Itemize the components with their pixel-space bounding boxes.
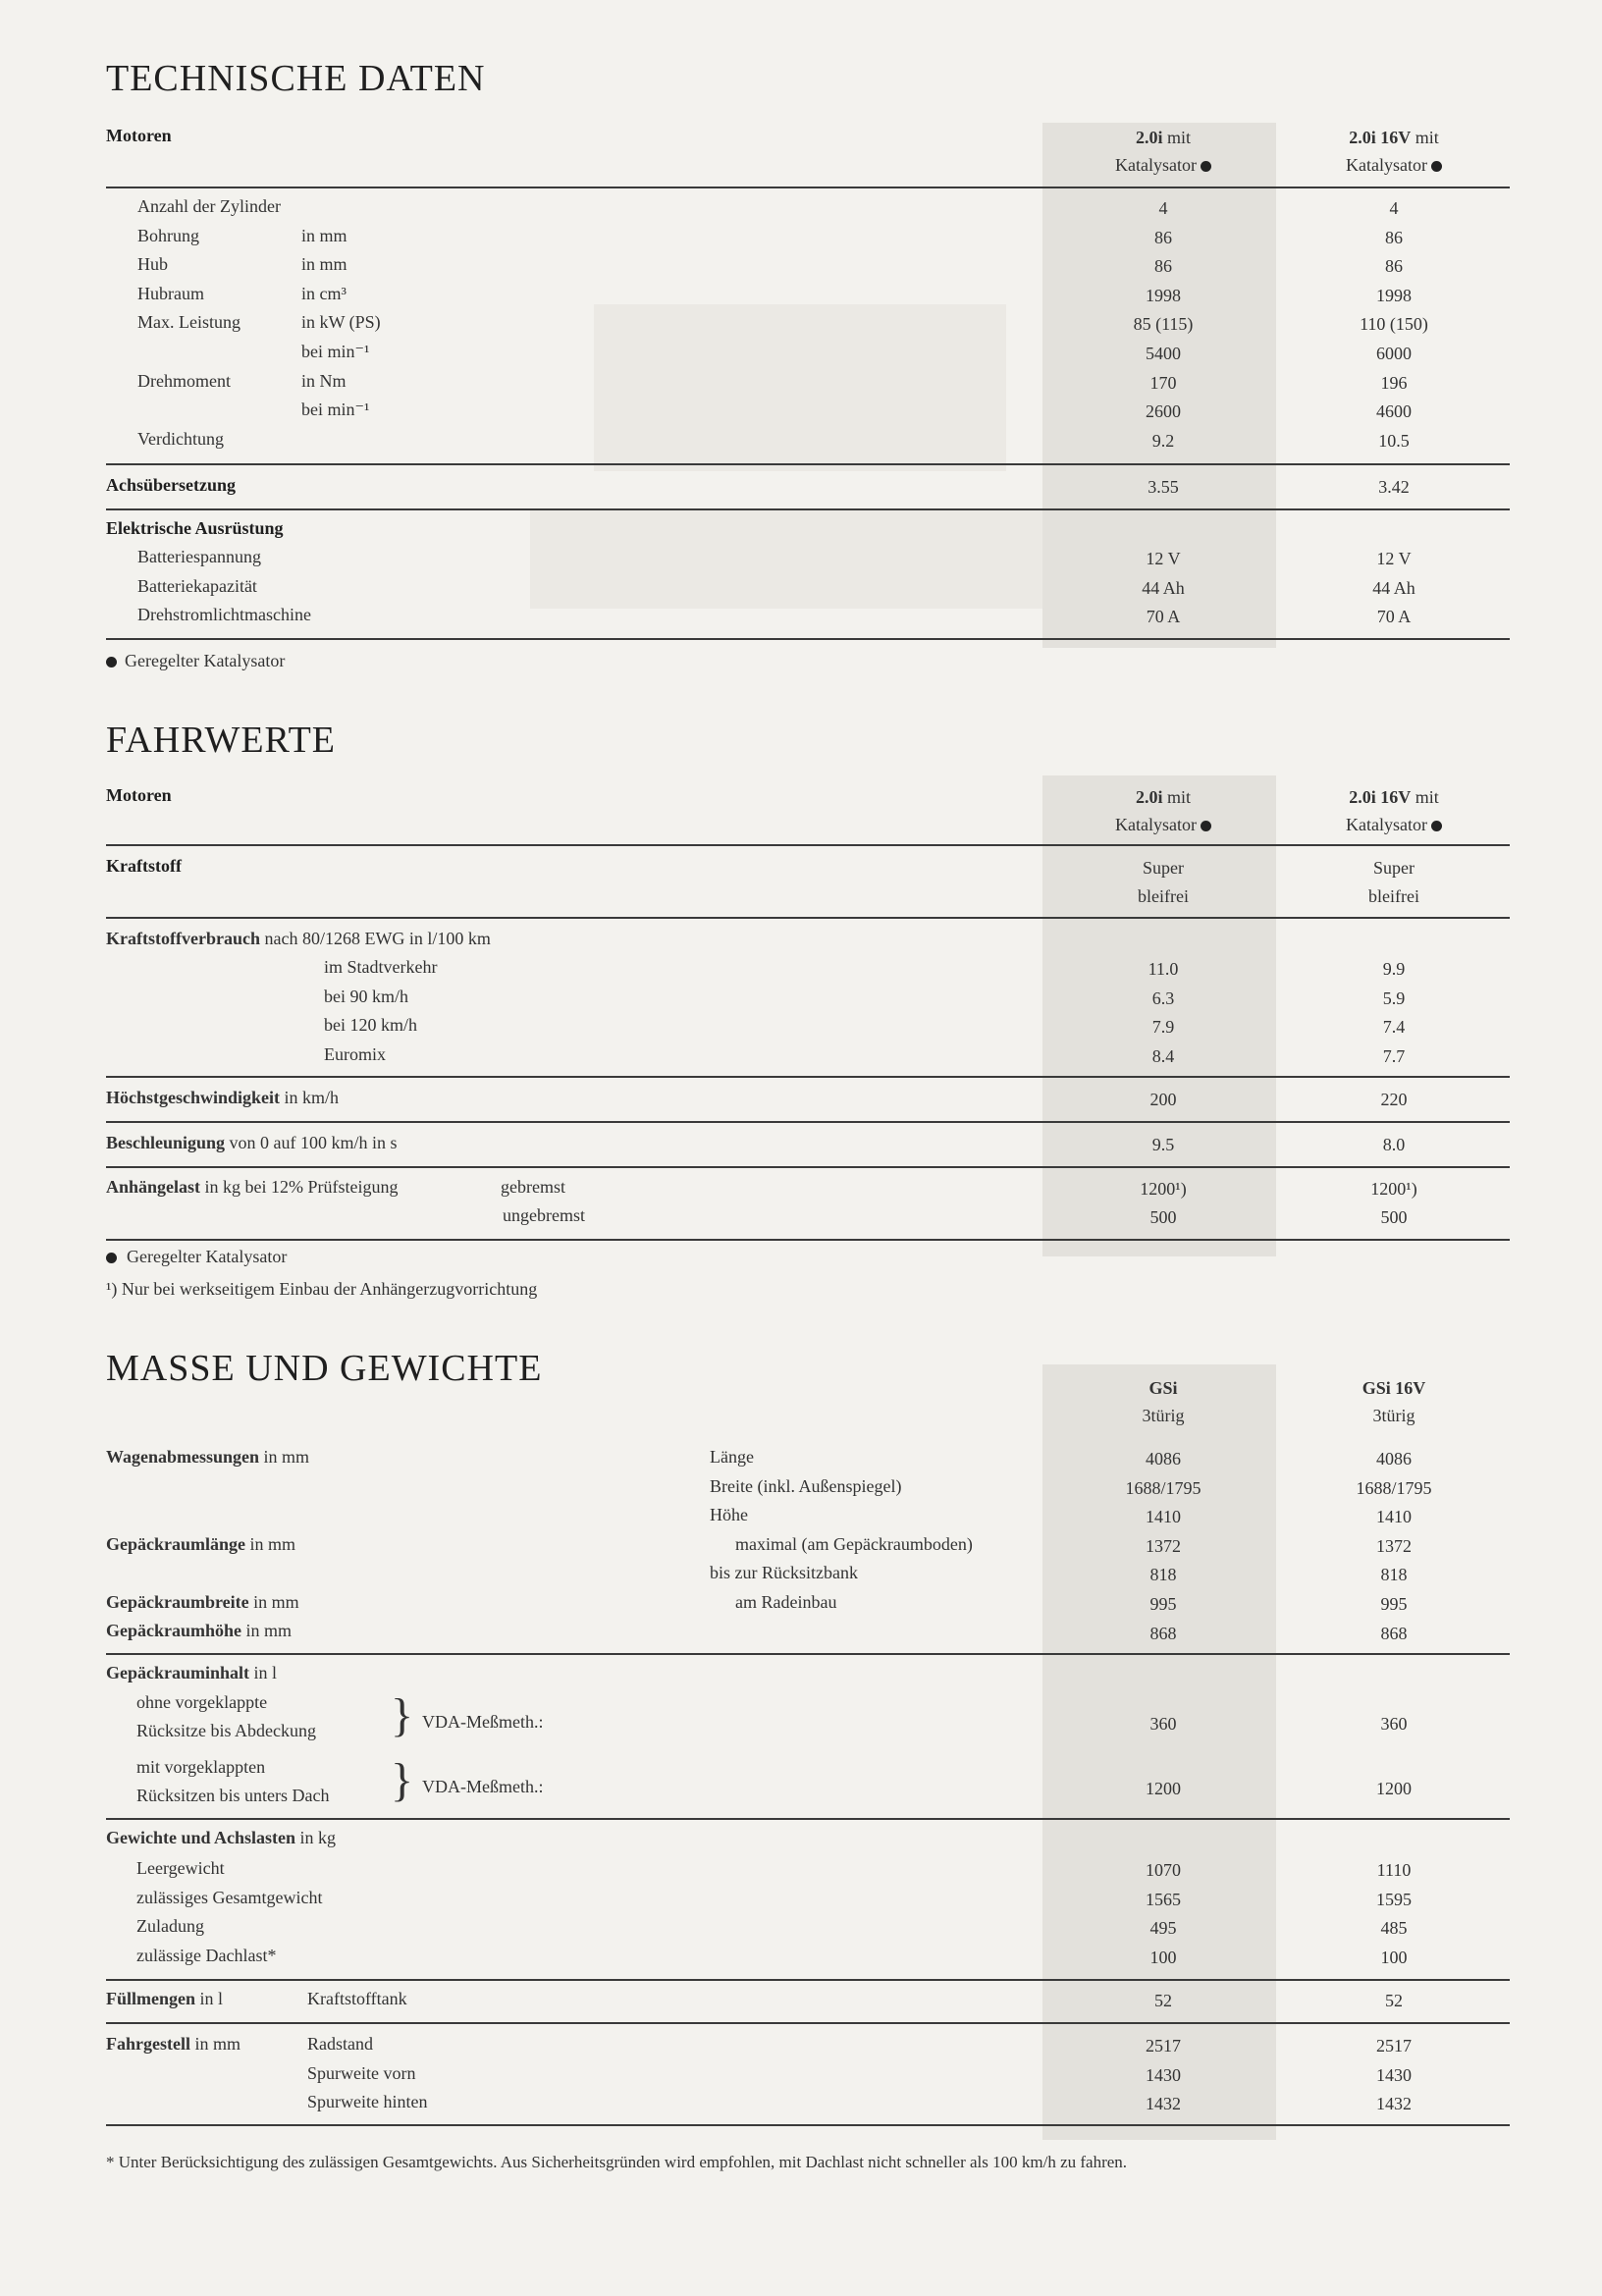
dim-row-v2: 4086 xyxy=(1376,1449,1412,1468)
beschl-heading xyxy=(106,1133,398,1153)
td-row-unit: in kW (PS) xyxy=(301,312,381,333)
el-row-label: Drehstromlichtmaschine xyxy=(137,605,311,625)
dim-row-v1: 818 xyxy=(1149,1565,1177,1585)
dim-row-v2: 818 xyxy=(1380,1565,1408,1585)
vb-row-v1: 8.4 xyxy=(1151,1045,1175,1066)
gepaeck-hoehe-heading xyxy=(106,1621,292,1641)
wagen-label: Wagenabmessungen xyxy=(106,1447,260,1467)
dim-row-v2: 868 xyxy=(1380,1623,1408,1643)
col1-line2: Katalysator xyxy=(1115,155,1197,175)
fw-col2-name: 2.0i 16V xyxy=(1349,787,1412,807)
gw-row-label: zulässige Dachlast* xyxy=(136,1945,277,1965)
td-row-v1: 1998 xyxy=(1146,285,1181,305)
td-row-v1: 4 xyxy=(1158,198,1168,218)
vb-row-label: bei 120 km/h xyxy=(324,1015,417,1035)
el-row-label: Batteriekapazität xyxy=(137,575,257,596)
td-row-label: Hub xyxy=(137,254,168,275)
td-row-unit: in cm³ xyxy=(301,283,347,303)
col2-name: 2.0i 16V xyxy=(1349,128,1412,147)
beschl-v2: 8.0 xyxy=(1382,1135,1406,1154)
inhalt-label: Gepäckrauminhalt xyxy=(106,1663,250,1682)
gw-row-v2: 485 xyxy=(1380,1918,1408,1939)
anhaenge-v1a: 1200¹) xyxy=(1140,1179,1187,1199)
wagen-suffix: in mm xyxy=(259,1447,310,1467)
fg-row-label: Spurweite vorn xyxy=(307,2062,416,2083)
gw-row-v1: 1565 xyxy=(1146,1889,1181,1909)
dim-row-v1: 4086 xyxy=(1146,1449,1181,1468)
vb-row-v1: 6.3 xyxy=(1151,988,1175,1008)
inhalt-a2: Rücksitze bis Abdeckung xyxy=(136,1721,316,1740)
hoechst-label: Höchstgeschwindigkeit xyxy=(106,1088,281,1107)
el-row-v1: 12 V xyxy=(1146,549,1181,568)
td-row-unit: in mm xyxy=(301,225,347,245)
gepaeck-breite-heading xyxy=(106,1592,299,1613)
inhalt-a1: ohne vorgeklappte xyxy=(136,1692,268,1712)
gw-row-v1: 495 xyxy=(1149,1918,1177,1939)
dim-row-v1: 1688/1795 xyxy=(1125,1477,1202,1498)
wagen-heading xyxy=(106,1447,309,1468)
gepaeck-hoehe-label: Gepäckraumhöhe xyxy=(106,1621,242,1640)
m-col2-name: GSi 16V xyxy=(1362,1378,1426,1398)
fw-footnote-1-text: Geregelter Katalysator xyxy=(127,1247,288,1266)
anhaenge-label: Anhängelast xyxy=(106,1177,201,1197)
divider xyxy=(106,1979,1510,1981)
el-row-label: Batteriespannung xyxy=(137,547,261,566)
td-row-label: Drehmoment xyxy=(137,370,231,391)
divider xyxy=(106,1653,1510,1655)
anhaenge-suffix: in kg bei 12% Prüfsteigung xyxy=(200,1177,399,1197)
fg-row-label: Spurweite hinten xyxy=(307,2092,428,2112)
gepaeck-laenge-label: Gepäckraumlänge xyxy=(106,1534,245,1554)
fg-row-v1: 1430 xyxy=(1146,2064,1181,2085)
td-row-unit: in mm xyxy=(301,254,347,275)
inhalt-heading xyxy=(106,1663,277,1683)
vb-row-v2: 7.7 xyxy=(1382,1045,1406,1066)
catalyst-dot-icon xyxy=(1201,161,1211,172)
fg-row-v2: 1430 xyxy=(1376,2064,1412,2085)
fw-col2-line2: Katalysator xyxy=(1346,815,1427,834)
hoechst-v2: 220 xyxy=(1380,1090,1408,1109)
kraftstoff-v2b: bleifrei xyxy=(1368,886,1419,906)
col1-header xyxy=(1065,124,1261,179)
m-col2-line2: 3türig xyxy=(1372,1406,1415,1425)
td-row-unit: bei min⁻¹ xyxy=(301,342,370,361)
divider xyxy=(106,1166,1510,1168)
vb-row-v1: 7.9 xyxy=(1151,1017,1175,1037)
gw-row-label: zulässiges Gesamtgewicht xyxy=(136,1887,323,1907)
ghost-photo-2 xyxy=(530,510,1050,609)
fg-row-v1: 1432 xyxy=(1146,2094,1181,2114)
dim-row-v1: 1372 xyxy=(1146,1535,1181,1556)
td-row-v2: 110 (150) xyxy=(1360,314,1428,335)
divider xyxy=(106,1818,1510,1820)
gw-row-label: Zuladung xyxy=(136,1916,204,1937)
vb-row-label: bei 90 km/h xyxy=(324,986,408,1006)
beschl-suffix: von 0 auf 100 km/h in s xyxy=(225,1133,398,1152)
td-row-v1: 86 xyxy=(1154,227,1172,247)
vb-row-label: im Stadtverkehr xyxy=(324,957,438,977)
m-col1-name: GSi xyxy=(1148,1378,1178,1398)
hoechst-suffix: in km/h xyxy=(280,1088,340,1107)
m-col1-header xyxy=(1065,1374,1261,1429)
td-footnote xyxy=(106,651,285,671)
td-row-unit: bei min⁻¹ xyxy=(301,400,370,420)
td-row-label: Bohrung xyxy=(137,225,199,245)
vb-row-v2: 5.9 xyxy=(1382,988,1406,1008)
fw-col2-suffix: mit xyxy=(1411,787,1439,807)
col2-line2: Katalysator xyxy=(1346,155,1427,175)
inhalt-method-b: VDA-Meßmeth.: xyxy=(422,1777,544,1796)
anhaenge-heading xyxy=(106,1177,399,1198)
brace-icon: } xyxy=(391,1754,414,1806)
divider xyxy=(106,917,1510,919)
col1-suffix: mit xyxy=(1162,128,1192,147)
fahrgestell-heading xyxy=(106,2034,240,2055)
dim-row-v2: 1372 xyxy=(1376,1535,1412,1556)
divider xyxy=(106,187,1510,188)
vb-row-v2: 9.9 xyxy=(1382,959,1406,979)
catalyst-dot-icon xyxy=(106,657,117,667)
gewichte-heading xyxy=(106,1828,336,1848)
divider xyxy=(106,2124,1510,2126)
fahrwerte-title: FAHRWERTE xyxy=(106,720,337,761)
td-row-v1: 85 (115) xyxy=(1133,314,1194,335)
td-row-v2: 196 xyxy=(1380,372,1408,393)
beschl-label: Beschleunigung xyxy=(106,1133,226,1152)
achs-v2: 3.42 xyxy=(1378,477,1410,497)
gewichte-suffix: in kg xyxy=(295,1828,337,1847)
fuell-v1: 52 xyxy=(1154,1991,1172,2010)
technische-daten-title: TECHNISCHE DATEN xyxy=(106,58,486,99)
gw-row-v1: 100 xyxy=(1149,1947,1177,1967)
fahrgestell-suffix: in mm xyxy=(189,2034,240,2054)
td-row-unit: in Nm xyxy=(301,370,347,391)
td-row-v2: 86 xyxy=(1385,256,1403,277)
fg-row-v1: 2517 xyxy=(1146,2036,1181,2056)
fw-motoren-label: Motoren xyxy=(106,785,172,805)
gw-row-v2: 1595 xyxy=(1376,1889,1412,1909)
fw-footnote-2: ¹) Nur bei werkseitigem Einbau der Anhängerzugvorrichtung xyxy=(106,1279,538,1299)
anhaenge-v2a: 1200¹) xyxy=(1370,1179,1417,1199)
divider xyxy=(106,1076,1510,1078)
gepaeck-breite-label: Gepäckraumbreite xyxy=(106,1592,249,1612)
dim-row-label: am Radeinbau xyxy=(735,1592,837,1612)
td-row-label: Verdichtung xyxy=(137,428,224,449)
fg-row-v2: 2517 xyxy=(1376,2036,1412,2056)
fuell-heading xyxy=(106,1989,223,2009)
fg-row-v2: 1432 xyxy=(1376,2094,1412,2114)
divider xyxy=(106,844,1510,846)
m-col1-line2: 3türig xyxy=(1142,1406,1185,1425)
hoechst-v1: 200 xyxy=(1149,1090,1177,1109)
vb-row-v1: 11.0 xyxy=(1148,959,1179,979)
motoren-label: Motoren xyxy=(106,126,172,145)
gw-row-label: Leergewicht xyxy=(136,1858,225,1878)
divider xyxy=(106,638,1510,640)
fuell-label: Füllmengen xyxy=(106,1989,196,2008)
fw-col1-line2: Katalysator xyxy=(1115,815,1197,834)
td-row-v1: 170 xyxy=(1149,372,1177,393)
td-row-v1: 5400 xyxy=(1146,344,1181,363)
fahrgestell-label: Fahrgestell xyxy=(106,2034,190,2054)
td-row-v2: 4600 xyxy=(1376,401,1412,422)
td-row-label: Max. Leistung xyxy=(137,312,240,333)
el-row-v2: 70 A xyxy=(1376,607,1412,627)
gepaeck-laenge-heading xyxy=(106,1534,295,1555)
col1-name: 2.0i xyxy=(1135,128,1163,147)
anhaenge-v2b: 500 xyxy=(1380,1207,1408,1227)
elektrik-label: Elektrische Ausrüstung xyxy=(106,518,284,538)
catalyst-dot-icon xyxy=(1431,821,1442,831)
td-row-v1: 86 xyxy=(1154,256,1172,277)
catalyst-dot-icon xyxy=(106,1253,117,1263)
dim-row-v1: 1410 xyxy=(1146,1507,1181,1527)
brace-icon: } xyxy=(391,1689,414,1741)
td-row-v2: 6000 xyxy=(1376,344,1412,363)
el-row-v2: 44 Ah xyxy=(1372,577,1415,598)
gepaeck-breite-suffix: in mm xyxy=(248,1592,299,1612)
inhalt-suffix: in l xyxy=(249,1663,278,1682)
masse-footnote: * Unter Berücksichtigung des zulässigen Gesamtgewichts. Aus Sicherheitsgründen wird empfohlen, mit Dachlast nicht schneller als 100 km/h zu fahren. xyxy=(106,2153,1128,2171)
dim-row-label: Breite (inkl. Außenspiegel) xyxy=(710,1475,902,1496)
fw-col1-name: 2.0i xyxy=(1135,787,1163,807)
inhalt-vb1: 1200 xyxy=(1146,1779,1181,1798)
achs-v1: 3.55 xyxy=(1148,477,1179,497)
fw-col1-suffix: mit xyxy=(1162,787,1192,807)
dim-row-label: Höhe xyxy=(710,1505,748,1525)
gewichte-label: Gewichte und Achslasten xyxy=(106,1828,296,1847)
gepaeck-hoehe-suffix: in mm xyxy=(241,1621,293,1640)
inhalt-b1: mit vorgeklappten xyxy=(136,1757,266,1777)
catalyst-dot-icon xyxy=(1201,821,1211,831)
td-row-v2: 4 xyxy=(1389,198,1399,218)
fw-col1-header xyxy=(1065,783,1261,838)
fg-row-label: Radstand xyxy=(307,2034,373,2054)
verbrauch-suffix: nach 80/1268 EWG in l/100 km xyxy=(259,929,491,948)
td-row-v1: 9.2 xyxy=(1151,430,1175,451)
fuell-v2: 52 xyxy=(1385,1991,1403,2010)
masse-title: MASSE UND GEWICHTE xyxy=(106,1348,543,1389)
inhalt-b2: Rücksitzen bis unters Dach xyxy=(136,1786,330,1805)
m-col2-header xyxy=(1296,1374,1492,1429)
gw-row-v2: 100 xyxy=(1380,1947,1408,1967)
anhaenge-v1b: 500 xyxy=(1149,1207,1177,1227)
el-row-v2: 12 V xyxy=(1376,549,1412,568)
inhalt-vb2: 1200 xyxy=(1376,1779,1412,1798)
hoechst-heading xyxy=(106,1088,339,1108)
td-row-v2: 1998 xyxy=(1376,285,1412,305)
dim-row-label: Länge xyxy=(710,1447,754,1467)
gepaeck-laenge-suffix: in mm xyxy=(245,1534,296,1554)
inhalt-va2: 360 xyxy=(1380,1714,1408,1734)
dim-row-label: bis zur Rücksitzbank xyxy=(710,1563,858,1583)
fw-col2-header xyxy=(1296,783,1492,838)
verbrauch-heading xyxy=(106,929,491,949)
achs-label: Achsübersetzung xyxy=(106,475,237,495)
fuell-suffix: in l xyxy=(195,1989,224,2008)
td-row-label: Hubraum xyxy=(137,283,204,303)
kraftstoff-label: Kraftstoff xyxy=(106,856,182,876)
dim-row-v1: 868 xyxy=(1149,1623,1177,1643)
fw-footnote-1 xyxy=(106,1247,287,1267)
divider xyxy=(106,463,1510,465)
kraftstoff-v2a: Super xyxy=(1373,858,1415,878)
td-row-v2: 86 xyxy=(1385,227,1403,247)
el-row-v1: 70 A xyxy=(1146,607,1181,627)
dim-row-v1: 995 xyxy=(1149,1594,1177,1614)
td-row-v1: 2600 xyxy=(1146,401,1181,422)
divider xyxy=(106,1239,1510,1241)
dim-row-v2: 1688/1795 xyxy=(1356,1477,1432,1498)
inhalt-va1: 360 xyxy=(1149,1714,1177,1734)
dim-row-v2: 1410 xyxy=(1376,1507,1412,1527)
fuell-item: Kraftstofftank xyxy=(307,1989,407,2008)
ghost-photo-1 xyxy=(594,304,1006,471)
vb-row-v2: 7.4 xyxy=(1382,1017,1406,1037)
dim-row-label: maximal (am Gepäckraumboden) xyxy=(735,1533,973,1554)
el-row-v1: 44 Ah xyxy=(1142,577,1185,598)
vb-row-label: Euromix xyxy=(324,1043,386,1064)
col2-suffix: mit xyxy=(1411,128,1439,147)
inhalt-method-a: VDA-Meßmeth.: xyxy=(422,1712,544,1732)
anhaenge-r2: ungebremst xyxy=(503,1205,585,1225)
anhaenge-r1: gebremst xyxy=(501,1177,565,1197)
dim-row-v2: 995 xyxy=(1380,1594,1408,1614)
catalyst-dot-icon xyxy=(1431,161,1442,172)
beschl-v1: 9.5 xyxy=(1151,1135,1175,1154)
gw-row-v1: 1070 xyxy=(1146,1860,1181,1880)
kraftstoff-v1b: bleifrei xyxy=(1138,886,1189,906)
divider xyxy=(106,1121,1510,1123)
verbrauch-label: Kraftstoffverbrauch xyxy=(106,929,260,948)
kraftstoff-v1a: Super xyxy=(1143,858,1184,878)
td-footnote-text: Geregelter Katalysator xyxy=(125,651,286,670)
gw-row-v2: 1110 xyxy=(1376,1860,1412,1880)
divider xyxy=(106,508,1510,510)
td-row-v2: 10.5 xyxy=(1378,430,1410,451)
td-row-label: Anzahl der Zylinder xyxy=(137,196,281,216)
divider xyxy=(106,2022,1510,2024)
col2-header xyxy=(1296,124,1492,179)
